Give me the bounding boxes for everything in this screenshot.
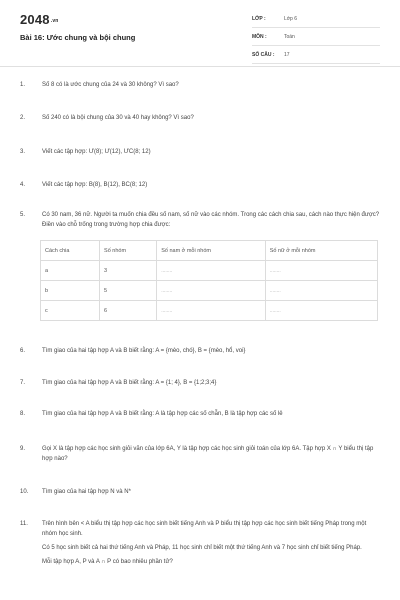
question-text: Viết các tập hợp: Ư(8); Ư(12), ƯC(8; 12) bbox=[42, 149, 151, 155]
question-text: Có 30 nam, 36 nữ. Người ta muốn chia đều số nam, số nữ vào các nhóm. Trong các cách chia sau, cách nào thực hiện được? Điền vào chỗ trống trong trường hợp chia được: bbox=[42, 212, 380, 228]
table-cell-blank[interactable]: ........ bbox=[265, 261, 377, 281]
header bbox=[0, 0, 400, 66]
question-number: 4. bbox=[20, 182, 26, 188]
meta-value: 17 bbox=[284, 52, 290, 58]
table-cell-blank[interactable]: ........ bbox=[157, 261, 265, 281]
table-cell: 5 bbox=[100, 281, 157, 301]
question-number: 9. bbox=[20, 446, 26, 452]
table-header: Cách chia bbox=[41, 241, 100, 261]
header-divider bbox=[0, 66, 400, 67]
meta-info bbox=[252, 14, 380, 68]
question-number: 10. bbox=[20, 489, 29, 495]
meta-row-class bbox=[252, 14, 380, 28]
question-text bbox=[42, 519, 380, 567]
question-text-ask: Mỗi tập hợp A, P và A ∩ P có bao nhiêu phần tử? bbox=[42, 559, 173, 565]
table-header: Số nữ ở mỗi nhóm bbox=[265, 241, 377, 261]
question-text: Gọi X là tập hợp các học sinh giỏi văn của lớp 6A, Y là tập hợp các học sinh giỏi toán của lớp 6A. Tập hợp X ∩ Y biểu thị tập hợp nào? bbox=[42, 446, 374, 462]
question-number: 11. bbox=[20, 521, 28, 527]
table-row bbox=[41, 261, 378, 281]
site-logo[interactable] bbox=[20, 12, 59, 27]
table-row bbox=[41, 281, 378, 301]
question-number: 1. bbox=[20, 82, 26, 88]
question-number: 7. bbox=[20, 380, 26, 386]
question-text-detail: Có 5 học sinh biết cả hai thứ tiếng Anh và Pháp, 11 học sinh chỉ biết một thứ tiếng Anh và 7 học sinh chỉ biết tiếng Pháp. bbox=[42, 545, 362, 551]
division-table bbox=[40, 240, 378, 321]
question-number: 5. bbox=[20, 212, 26, 218]
table-cell-blank[interactable]: ........ bbox=[265, 301, 377, 321]
table-header-row bbox=[41, 241, 378, 261]
meta-label: LỚP : bbox=[252, 16, 266, 22]
question-text: Tìm giao của hai tập hợp A và B biết rằng: A là tập hợp các số chẵn, B là tập hợp các số lẻ bbox=[42, 411, 283, 417]
question-text: Số 8 có là ước chung của 24 và 30 không? Vì sao? bbox=[42, 82, 179, 88]
meta-row-subject bbox=[252, 32, 380, 46]
table-cell: b bbox=[41, 281, 100, 301]
page-title: Bài 16: Ước chung và bội chung bbox=[20, 33, 136, 42]
table-row bbox=[41, 301, 378, 321]
question-number: 6. bbox=[20, 348, 26, 354]
meta-label: MÔN : bbox=[252, 34, 267, 40]
question-text: Tìm giao của hai tập hợp N và N* bbox=[42, 489, 131, 495]
meta-value: Toán bbox=[284, 34, 295, 40]
meta-label: SỐ CÂU : bbox=[252, 52, 275, 58]
logo-suffix: .vn bbox=[50, 18, 59, 24]
question-number: 2. bbox=[20, 115, 26, 121]
meta-row-count bbox=[252, 50, 380, 64]
question-text-main: Trên hình bên < A biểu thị tập hợp các học sinh biết tiếng Anh và P biểu thị tập hợp các học sinh biết tiếng Pháp trong một nhóm học sinh. bbox=[42, 521, 367, 537]
table-cell-blank[interactable]: ........ bbox=[157, 281, 265, 301]
question-text: Tìm giao của hai tập hợp A và B biết rằng: A = {mèo, chó}, B = {mèo, hổ, voi} bbox=[42, 348, 246, 354]
table-cell: a bbox=[41, 261, 100, 281]
question-text: Số 240 có là bội chung của 30 và 40 hay không? Vì sao? bbox=[42, 115, 194, 121]
table-header: Số nam ở mỗi nhóm bbox=[157, 241, 265, 261]
table-cell-blank[interactable]: ........ bbox=[157, 301, 265, 321]
table-cell: c bbox=[41, 301, 100, 321]
table-cell: 3 bbox=[100, 261, 157, 281]
question-number: 8. bbox=[20, 411, 26, 417]
meta-value: Lớp 6 bbox=[284, 16, 298, 22]
question-text: Tìm giao của hai tập hợp A và B biết rằng: A = {1; 4}, B = {1;2;3;4} bbox=[42, 380, 217, 386]
question-text: Viết các tập hợp: B(8), B(12), BC(8; 12) bbox=[42, 182, 148, 188]
table-header: Số nhóm bbox=[100, 241, 157, 261]
table-cell: 6 bbox=[100, 301, 157, 321]
logo-text: 2048 bbox=[20, 12, 50, 27]
table-cell-blank[interactable]: ........ bbox=[265, 281, 377, 301]
question-number: 3. bbox=[20, 149, 26, 155]
